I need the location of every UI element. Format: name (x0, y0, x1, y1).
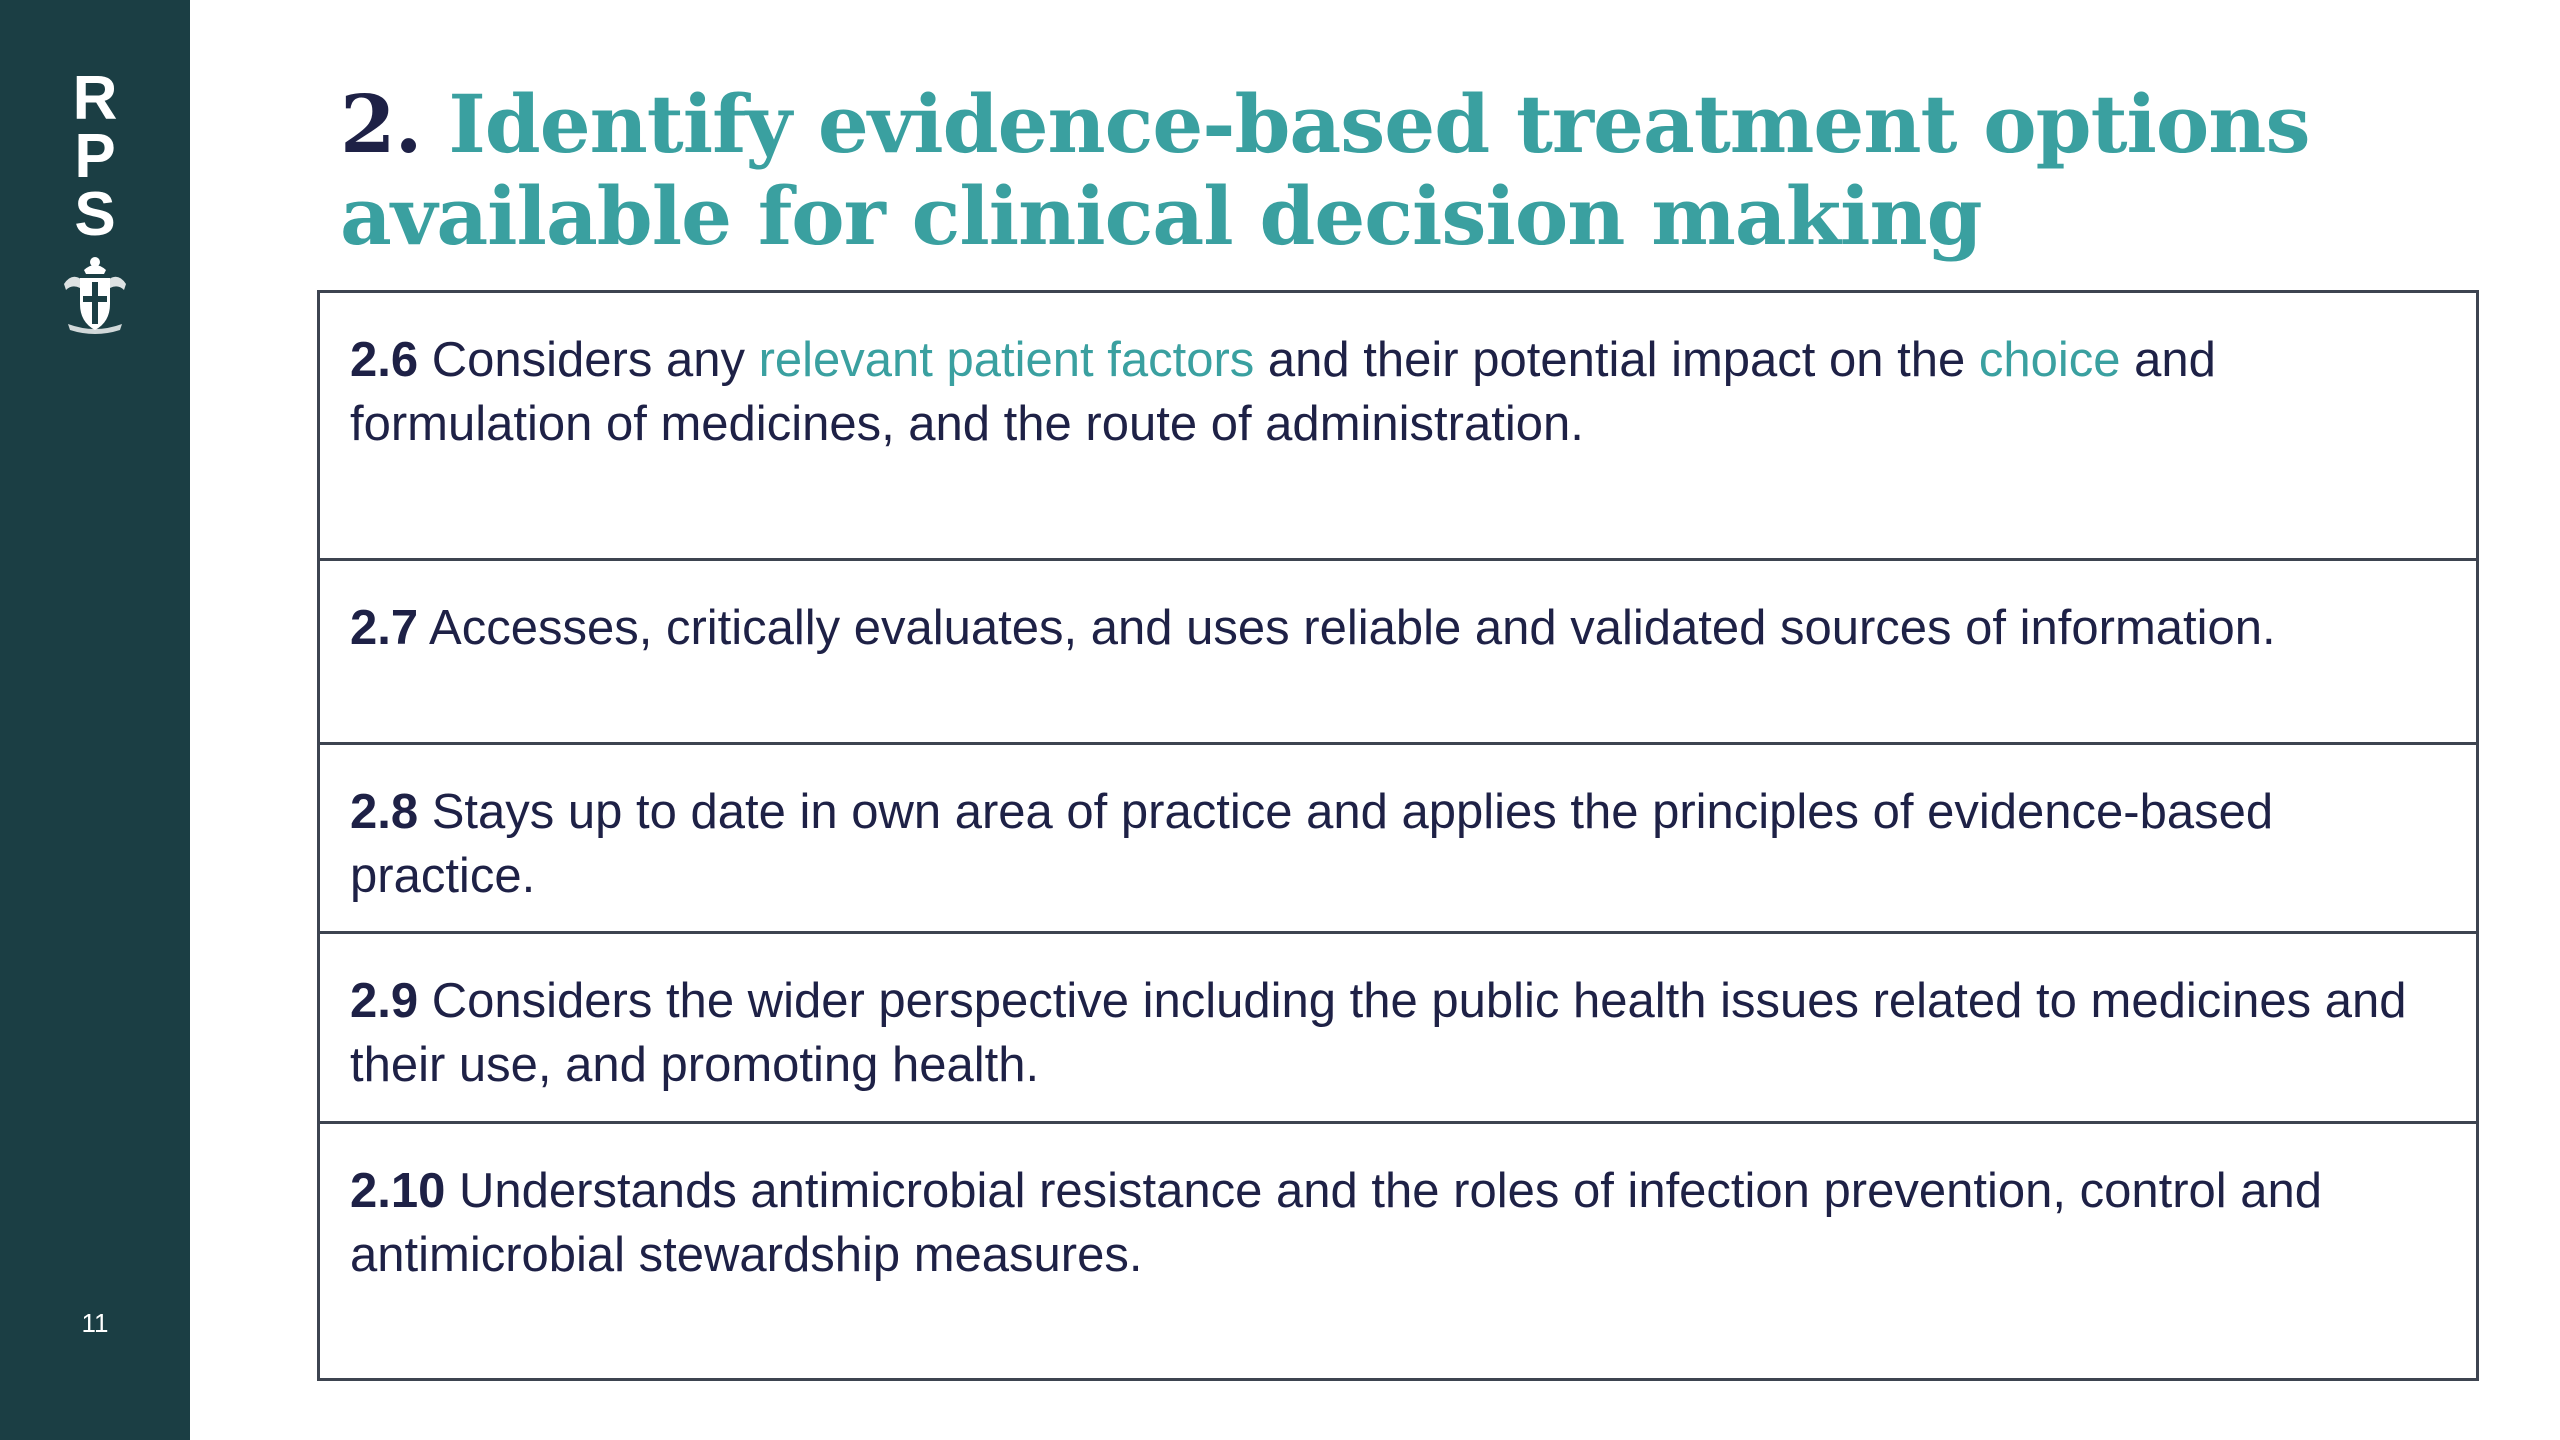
criterion-row-2-7 (320, 561, 2476, 745)
logo-letter-r: R (72, 64, 118, 133)
criterion-text-segment: Considers any (418, 333, 759, 387)
criterion-row-2-8 (320, 745, 2476, 934)
slide-title (340, 78, 2440, 262)
sidebar (0, 0, 190, 1440)
criterion-row-2-6 (320, 293, 2476, 561)
criterion-code: 2.8 (350, 785, 419, 839)
criterion-row-2-10 (320, 1124, 2476, 1378)
criterion-text-segment: and their potential impact on the (1254, 333, 1979, 387)
page-number: 11 (81, 1308, 109, 1338)
title-text: Identify evidence-based treatment options available for clinical decision making (340, 77, 2310, 263)
criterion-code: 2.9 (350, 974, 419, 1028)
criterion-row-2-9 (320, 934, 2476, 1124)
criterion-code: 2.7 (350, 601, 419, 655)
title-number: 2. (340, 77, 422, 171)
logo-letter-p: P (74, 122, 116, 191)
rps-logo (0, 64, 190, 334)
highlight-relevant-patient-factors: relevant patient factors (758, 333, 1255, 387)
highlight-choice: choice (1978, 333, 2121, 387)
criterion-text: Considers the wider perspective including the public health issues related to medicines and their use, and promoting health. (350, 974, 2407, 1092)
crest-icon (58, 254, 132, 334)
criterion-text: Understands antimicrobial resistance and the roles of infection prevention, control and antimicrobial stewardship measures. (350, 1164, 2323, 1282)
criterion-text-segment: and formulation of medicines, and the route of administration. (350, 333, 2216, 451)
criteria-table (317, 290, 2479, 1381)
criterion-text: Accesses, critically evaluates, and uses reliable and validated sources of information. (418, 601, 2276, 655)
criterion-code: 2.10 (350, 1164, 446, 1218)
criterion-text: Stays up to date in own area of practice and applies the principles of evidence-based practice. (350, 785, 2274, 903)
criterion-code: 2.6 (350, 333, 419, 387)
logo-letter-s: S (74, 180, 116, 249)
